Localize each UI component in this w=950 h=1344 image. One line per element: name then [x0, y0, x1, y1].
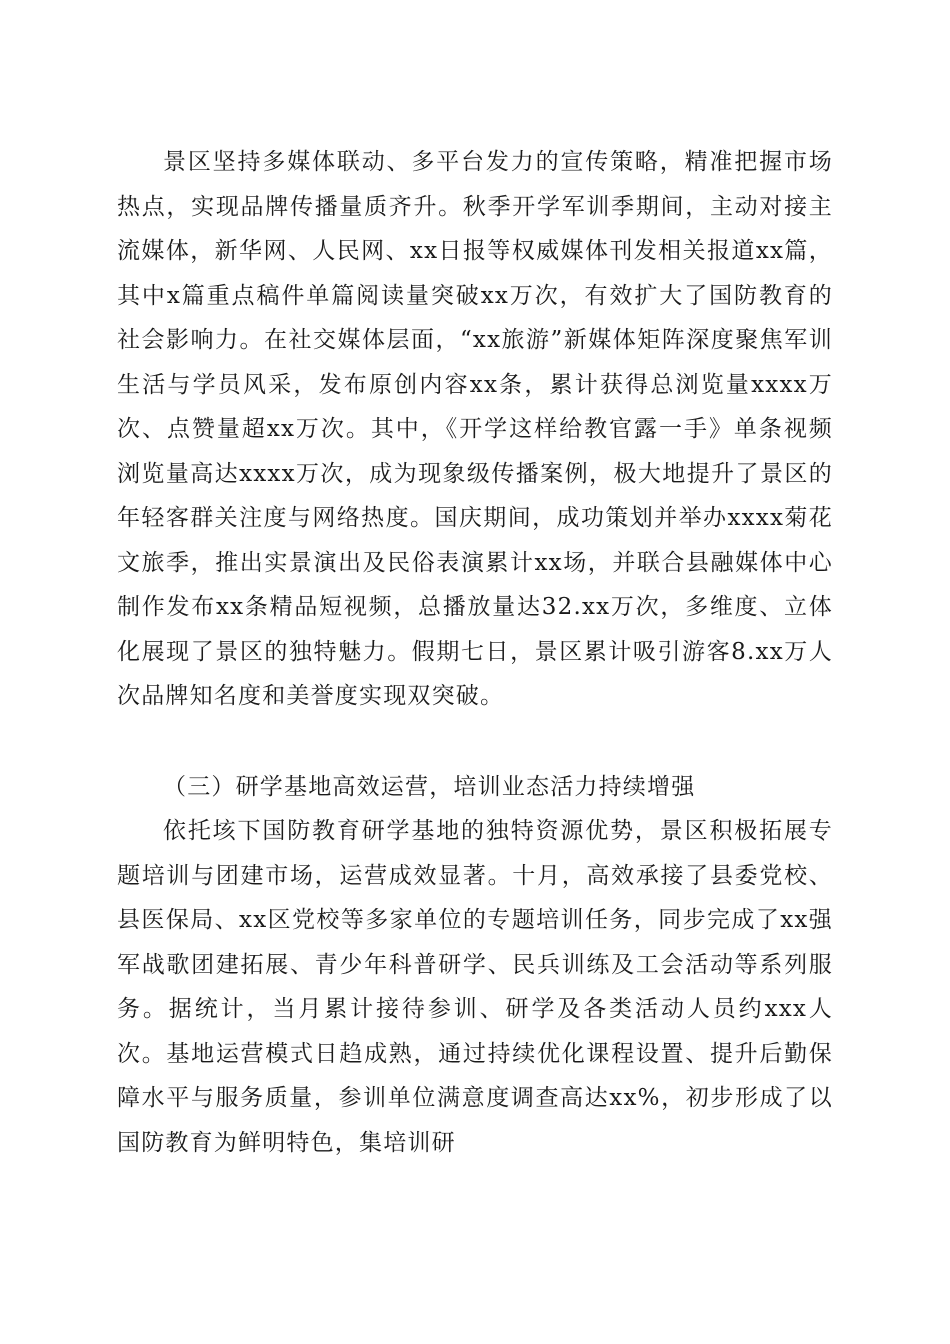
- paragraph-text: 景区坚持多媒体联动、多平台发力的宣传策略，精准把握市场热点，实现品牌传播量质齐升。秋季开学军训季期间，主动对接主流媒体，新华网、人民网、xx日报等权威媒体刊发相关报道xx篇，其中x篇重点稿件单篇阅读量突破xx万次，有效扩大了国防教育的社会影响力。在社交媒体层面，“xx旅游”新媒体矩阵深度聚焦军训生活与学员风采，发布原创内容xx条，累计获得总浏览量xxxx万次、点赞量超xx万次。其中，《开学这样给教官露一手》单条视频浏览量高达xxxx万次，成为现象级传播案例，极大地提升了景区的年轻客群关注度与网络热度。国庆期间，成功策划并举办xxxx菊花文旅季，推出实景演出及民俗表演累计xx场，并联合县融媒体中心制作发布xx条精品短视频，总播放量达32.xx万次，多维度、立体化展现了景区的独特魅力。假期七日，景区累计吸引游客8.xx万人次品牌知名度和美誉度实现双突破。: [117, 149, 833, 709]
- section-heading: [117, 765, 833, 810]
- section-heading-text: （三）研学基地高效运营，培训业态活力持续增强: [163, 774, 696, 800]
- paragraph-text: 依托垓下国防教育研学基地的独特资源优势，景区积极拓展专题培训与团建市场，运营成效显著。十月，高效承接了县委党校、县医保局、xx区党校等多家单位的专题培训任务，同步完成了xx强军战歌团建拓展、青少年科普研学、民兵训练及工会活动等系列服务。据统计，当月累计接待参训、研学及各类活动人员约xxx人次。基地运营模式日趋成熟，通过持续优化课程设置、提升后勤保障水平与服务质量，参训单位满意度调查高达xx%，初步形成了以国防教育为鲜明特色，集培训研: [117, 818, 833, 1156]
- paragraph-training-base: [117, 809, 833, 1165]
- paragraph-media-promotion: [117, 140, 833, 719]
